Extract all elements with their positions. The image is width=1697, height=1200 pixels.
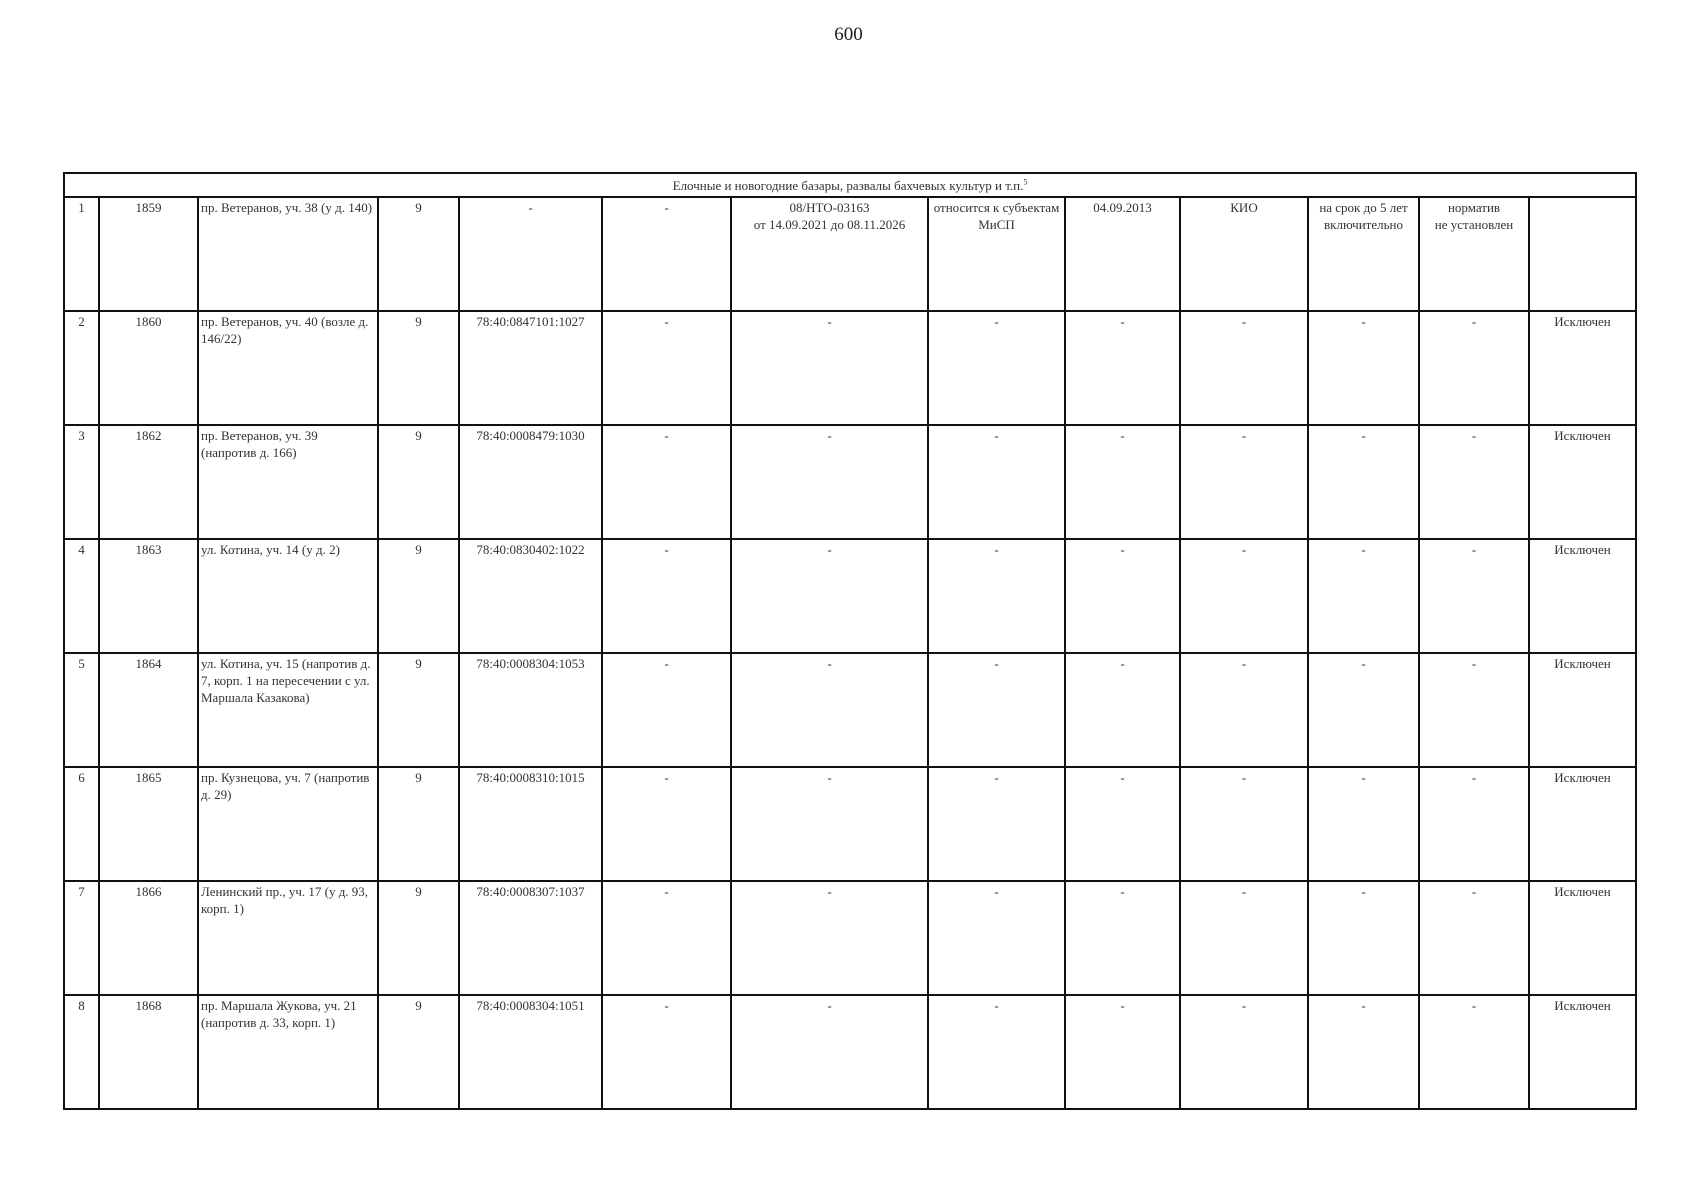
cell-organization: - bbox=[1180, 995, 1308, 1109]
norm-line-1: - bbox=[1471, 542, 1477, 557]
cell-norm bbox=[1419, 995, 1529, 1109]
cell-organization: КИО bbox=[1180, 197, 1308, 311]
permit-line-1: 08/НТО-03163 bbox=[789, 200, 870, 215]
cell-norm bbox=[1419, 539, 1529, 653]
cell-status: Исключен bbox=[1529, 539, 1636, 653]
cell-column-6: - bbox=[602, 539, 731, 653]
cell-organization: - bbox=[1180, 767, 1308, 881]
cell-organization: - bbox=[1180, 539, 1308, 653]
cell-organization: - bbox=[1180, 653, 1308, 767]
cell-row-number: 4 bbox=[64, 539, 99, 653]
section-header-row bbox=[64, 173, 1636, 197]
cell-term bbox=[1308, 995, 1419, 1109]
cell-column-6: - bbox=[602, 197, 731, 311]
table-row bbox=[64, 881, 1636, 995]
subject-line-1: - bbox=[994, 998, 999, 1013]
cell-address: пр. Ветеранов, уч. 40 (возле д. 146/22) bbox=[198, 311, 378, 425]
cell-term bbox=[1308, 653, 1419, 767]
cell-address: ул. Котина, уч. 15 (напротив д. 7, корп. 1 на пересечении с ул. Маршала Казакова) bbox=[198, 653, 378, 767]
cell-term bbox=[1308, 767, 1419, 881]
permit-line-1: - bbox=[827, 770, 832, 785]
section-title-cell bbox=[64, 173, 1636, 197]
subject-line-1: - bbox=[994, 770, 999, 785]
cell-address: пр. Маршала Жукова, уч. 21 (напротив д. 33, корп. 1) bbox=[198, 995, 378, 1109]
cell-status: Исключен bbox=[1529, 311, 1636, 425]
table-row bbox=[64, 653, 1636, 767]
cell-place-id: 1859 bbox=[99, 197, 198, 311]
cell-row-number: 7 bbox=[64, 881, 99, 995]
cell-status: Исключен bbox=[1529, 767, 1636, 881]
norm-line-2: не установлен bbox=[1434, 217, 1514, 232]
cell-row-number: 3 bbox=[64, 425, 99, 539]
cell-zone: 9 bbox=[378, 539, 459, 653]
section-title: Елочные и новогодние базары, развалы бахчевых культур и т.п. bbox=[672, 177, 1024, 193]
cell-norm bbox=[1419, 311, 1529, 425]
table-row bbox=[64, 425, 1636, 539]
cell-date: - bbox=[1065, 995, 1180, 1109]
cell-date: - bbox=[1065, 425, 1180, 539]
subject-line-1: относится к субъектам bbox=[933, 200, 1060, 215]
cell-subject bbox=[928, 311, 1065, 425]
norm-line-1: - bbox=[1471, 428, 1477, 443]
cell-subject bbox=[928, 539, 1065, 653]
cell-address: Ленинский пр., уч. 17 (у д. 93, корп. 1) bbox=[198, 881, 378, 995]
permit-line-1: - bbox=[827, 998, 832, 1013]
cell-cadastral-number: 78:40:0008310:1015 bbox=[459, 767, 602, 881]
cell-norm bbox=[1419, 881, 1529, 995]
term-line-1: - bbox=[1361, 656, 1366, 671]
term-line-1: - bbox=[1361, 998, 1366, 1013]
permit-line-2: от 14.09.2021 до 08.11.2026 bbox=[753, 217, 906, 232]
cell-cadastral-number: 78:40:0008304:1053 bbox=[459, 653, 602, 767]
term-line-1: - bbox=[1361, 770, 1366, 785]
cell-organization: - bbox=[1180, 311, 1308, 425]
cell-permit bbox=[731, 197, 928, 311]
norm-line-1: - bbox=[1471, 314, 1477, 329]
cell-permit bbox=[731, 881, 928, 995]
cell-place-id: 1863 bbox=[99, 539, 198, 653]
cell-permit bbox=[731, 539, 928, 653]
cell-column-6: - bbox=[602, 995, 731, 1109]
cell-permit bbox=[731, 311, 928, 425]
table-row bbox=[64, 197, 1636, 311]
cell-organization: - bbox=[1180, 425, 1308, 539]
cell-zone: 9 bbox=[378, 425, 459, 539]
cell-place-id: 1868 bbox=[99, 995, 198, 1109]
norm-line-1: норматив bbox=[1447, 200, 1501, 215]
cell-term bbox=[1308, 881, 1419, 995]
cell-date: - bbox=[1065, 311, 1180, 425]
subject-line-1: - bbox=[994, 542, 999, 557]
cell-norm bbox=[1419, 767, 1529, 881]
cell-term bbox=[1308, 539, 1419, 653]
norm-line-1: - bbox=[1471, 884, 1477, 899]
cell-zone: 9 bbox=[378, 767, 459, 881]
cell-address: пр. Ветеранов, уч. 38 (у д. 140) bbox=[198, 197, 378, 311]
cell-status: Исключен bbox=[1529, 653, 1636, 767]
cell-place-id: 1866 bbox=[99, 881, 198, 995]
cell-zone: 9 bbox=[378, 311, 459, 425]
cell-zone: 9 bbox=[378, 995, 459, 1109]
cell-term bbox=[1308, 197, 1419, 311]
registry-table bbox=[63, 172, 1637, 1110]
cell-subject bbox=[928, 425, 1065, 539]
cell-term bbox=[1308, 311, 1419, 425]
cell-subject bbox=[928, 197, 1065, 311]
cell-subject bbox=[928, 881, 1065, 995]
cell-subject bbox=[928, 767, 1065, 881]
cell-column-6: - bbox=[602, 881, 731, 995]
table-row bbox=[64, 995, 1636, 1109]
cell-subject bbox=[928, 653, 1065, 767]
cell-permit bbox=[731, 767, 928, 881]
cell-zone: 9 bbox=[378, 653, 459, 767]
cell-cadastral-number: 78:40:0830402:1022 bbox=[459, 539, 602, 653]
permit-line-1: - bbox=[827, 656, 832, 671]
cell-column-6: - bbox=[602, 653, 731, 767]
permit-line-1: - bbox=[827, 314, 832, 329]
cell-column-6: - bbox=[602, 311, 731, 425]
cell-date: - bbox=[1065, 881, 1180, 995]
subject-line-1: - bbox=[994, 428, 999, 443]
permit-line-1: - bbox=[827, 428, 832, 443]
term-line-2: включительно bbox=[1324, 217, 1403, 232]
subject-line-1: - bbox=[994, 884, 999, 899]
cell-cadastral-number: 78:40:0008479:1030 bbox=[459, 425, 602, 539]
cell-status: Исключен bbox=[1529, 425, 1636, 539]
cell-row-number: 8 bbox=[64, 995, 99, 1109]
cell-date: 04.09.2013 bbox=[1065, 197, 1180, 311]
cell-zone: 9 bbox=[378, 881, 459, 995]
cell-row-number: 2 bbox=[64, 311, 99, 425]
cell-address: пр. Ветеранов, уч. 39 (напротив д. 166) bbox=[198, 425, 378, 539]
subject-line-1: - bbox=[994, 314, 999, 329]
cell-date: - bbox=[1065, 539, 1180, 653]
page-number: 600 bbox=[834, 24, 863, 45]
cell-place-id: 1862 bbox=[99, 425, 198, 539]
norm-line-1: - bbox=[1471, 656, 1477, 671]
cell-subject bbox=[928, 995, 1065, 1109]
permit-line-1: - bbox=[827, 884, 832, 899]
cell-norm bbox=[1419, 197, 1529, 311]
cell-cadastral-number: 78:40:0008304:1051 bbox=[459, 995, 602, 1109]
table-row bbox=[64, 539, 1636, 653]
norm-line-1: - bbox=[1471, 998, 1477, 1013]
cell-status bbox=[1529, 197, 1636, 311]
term-line-1: - bbox=[1361, 314, 1366, 329]
permit-line-1: - bbox=[827, 542, 832, 557]
cell-term bbox=[1308, 425, 1419, 539]
cell-norm bbox=[1419, 425, 1529, 539]
cell-cadastral-number: 78:40:0847101:1027 bbox=[459, 311, 602, 425]
cell-cadastral-number: - bbox=[459, 197, 602, 311]
cell-address: пр. Кузнецова, уч. 7 (напротив д. 29) bbox=[198, 767, 378, 881]
cell-row-number: 1 bbox=[64, 197, 99, 311]
cell-permit bbox=[731, 425, 928, 539]
cell-date: - bbox=[1065, 767, 1180, 881]
term-line-1: - bbox=[1361, 428, 1366, 443]
norm-line-1: - bbox=[1471, 770, 1477, 785]
term-line-1: - bbox=[1361, 884, 1366, 899]
term-line-1: - bbox=[1361, 542, 1366, 557]
cell-column-6: - bbox=[602, 767, 731, 881]
cell-place-id: 1860 bbox=[99, 311, 198, 425]
cell-permit bbox=[731, 995, 928, 1109]
cell-zone: 9 bbox=[378, 197, 459, 311]
cell-place-id: 1864 bbox=[99, 653, 198, 767]
cell-permit bbox=[731, 653, 928, 767]
table-row bbox=[64, 767, 1636, 881]
cell-place-id: 1865 bbox=[99, 767, 198, 881]
section-footnote-mark: 5 bbox=[1023, 177, 1028, 187]
subject-line-1: - bbox=[994, 656, 999, 671]
cell-status: Исключен bbox=[1529, 881, 1636, 995]
cell-date: - bbox=[1065, 653, 1180, 767]
term-line-1: на срок до 5 лет bbox=[1319, 200, 1408, 215]
cell-organization: - bbox=[1180, 881, 1308, 995]
cell-row-number: 6 bbox=[64, 767, 99, 881]
cell-column-6: - bbox=[602, 425, 731, 539]
table-row bbox=[64, 311, 1636, 425]
cell-row-number: 5 bbox=[64, 653, 99, 767]
subject-line-2: МиСП bbox=[978, 217, 1015, 232]
cell-norm bbox=[1419, 653, 1529, 767]
cell-address: ул. Котина, уч. 14 (у д. 2) bbox=[198, 539, 378, 653]
cell-cadastral-number: 78:40:0008307:1037 bbox=[459, 881, 602, 995]
cell-status: Исключен bbox=[1529, 995, 1636, 1109]
